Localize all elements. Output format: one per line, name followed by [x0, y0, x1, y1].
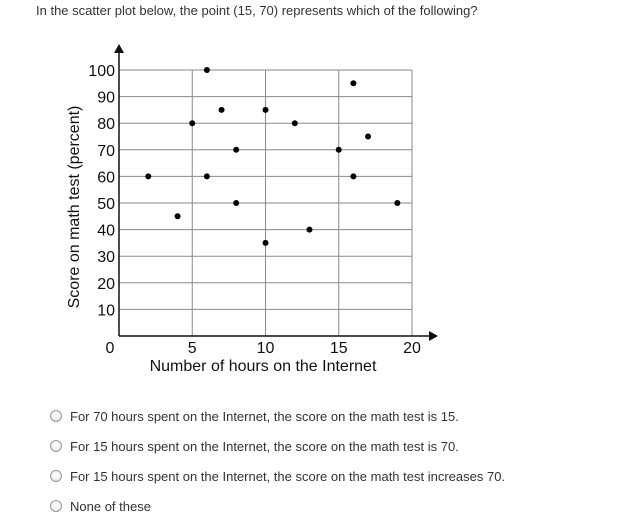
- x-tick-label: 10: [256, 340, 275, 357]
- data-point: [263, 240, 269, 246]
- radio-button[interactable]: [50, 410, 62, 422]
- axes: [114, 44, 438, 341]
- x-axis-arrow: [429, 331, 438, 341]
- y-axis-label: Score on math test (percent): [66, 105, 83, 309]
- y-tick-label: 20: [97, 275, 115, 293]
- origin-label: 0: [105, 340, 115, 357]
- data-point: [263, 107, 269, 113]
- y-tick-label: 10: [97, 302, 115, 320]
- y-tick-label: 40: [97, 222, 115, 240]
- x-tick-label: 15: [329, 340, 348, 357]
- answer-option-2[interactable]: [50, 431, 505, 461]
- answer-option-label: For 70 hours spent on the Internet, the score on the math test is 15.: [70, 408, 459, 424]
- answer-option-label: None of these: [70, 498, 151, 514]
- y-tick-label: 30: [97, 249, 115, 267]
- data-point: [292, 120, 298, 126]
- data-point: [204, 67, 210, 73]
- radio-button[interactable]: [50, 470, 62, 482]
- radio-button[interactable]: [50, 440, 62, 452]
- data-point: [306, 227, 312, 233]
- data-point: [233, 147, 239, 153]
- y-tick-label: 100: [88, 63, 115, 80]
- question-text: In the scatter plot below, the point (15, 70) represents which of the following?: [36, 3, 478, 18]
- answer-option-label: For 15 hours spent on the Internet, the score on the math test is 70.: [70, 438, 459, 454]
- radio-button[interactable]: [50, 500, 62, 512]
- x-tick-label: 5: [187, 340, 197, 357]
- y-axis-arrow: [114, 44, 124, 53]
- data-point: [394, 200, 400, 206]
- x-tick-label: 20: [403, 340, 421, 357]
- y-tick-label: 70: [97, 142, 115, 160]
- data-point: [175, 213, 181, 219]
- answer-option-1[interactable]: [50, 401, 505, 431]
- data-point: [145, 173, 151, 179]
- answer-option-3[interactable]: [50, 461, 505, 491]
- answer-option-label: For 15 hours spent on the Internet, the score on the math test increases 70.: [70, 468, 506, 484]
- y-tick-label: 60: [97, 169, 115, 187]
- data-point: [204, 173, 210, 179]
- data-point: [350, 173, 356, 179]
- y-tick-label: 90: [97, 89, 115, 107]
- y-tick-label: 50: [97, 196, 115, 213]
- answer-choices: [50, 401, 505, 521]
- data-point: [365, 134, 371, 140]
- y-tick-label: 80: [97, 116, 115, 134]
- data-points: [145, 67, 400, 246]
- data-point: [219, 107, 225, 113]
- data-point: [233, 200, 239, 206]
- data-point: [189, 120, 195, 126]
- tick-labels: [88, 63, 421, 357]
- x-axis-label: Number of hours on the Internet: [149, 358, 377, 375]
- data-point: [350, 80, 356, 86]
- data-point: [336, 147, 342, 153]
- answer-option-4[interactable]: [50, 491, 505, 521]
